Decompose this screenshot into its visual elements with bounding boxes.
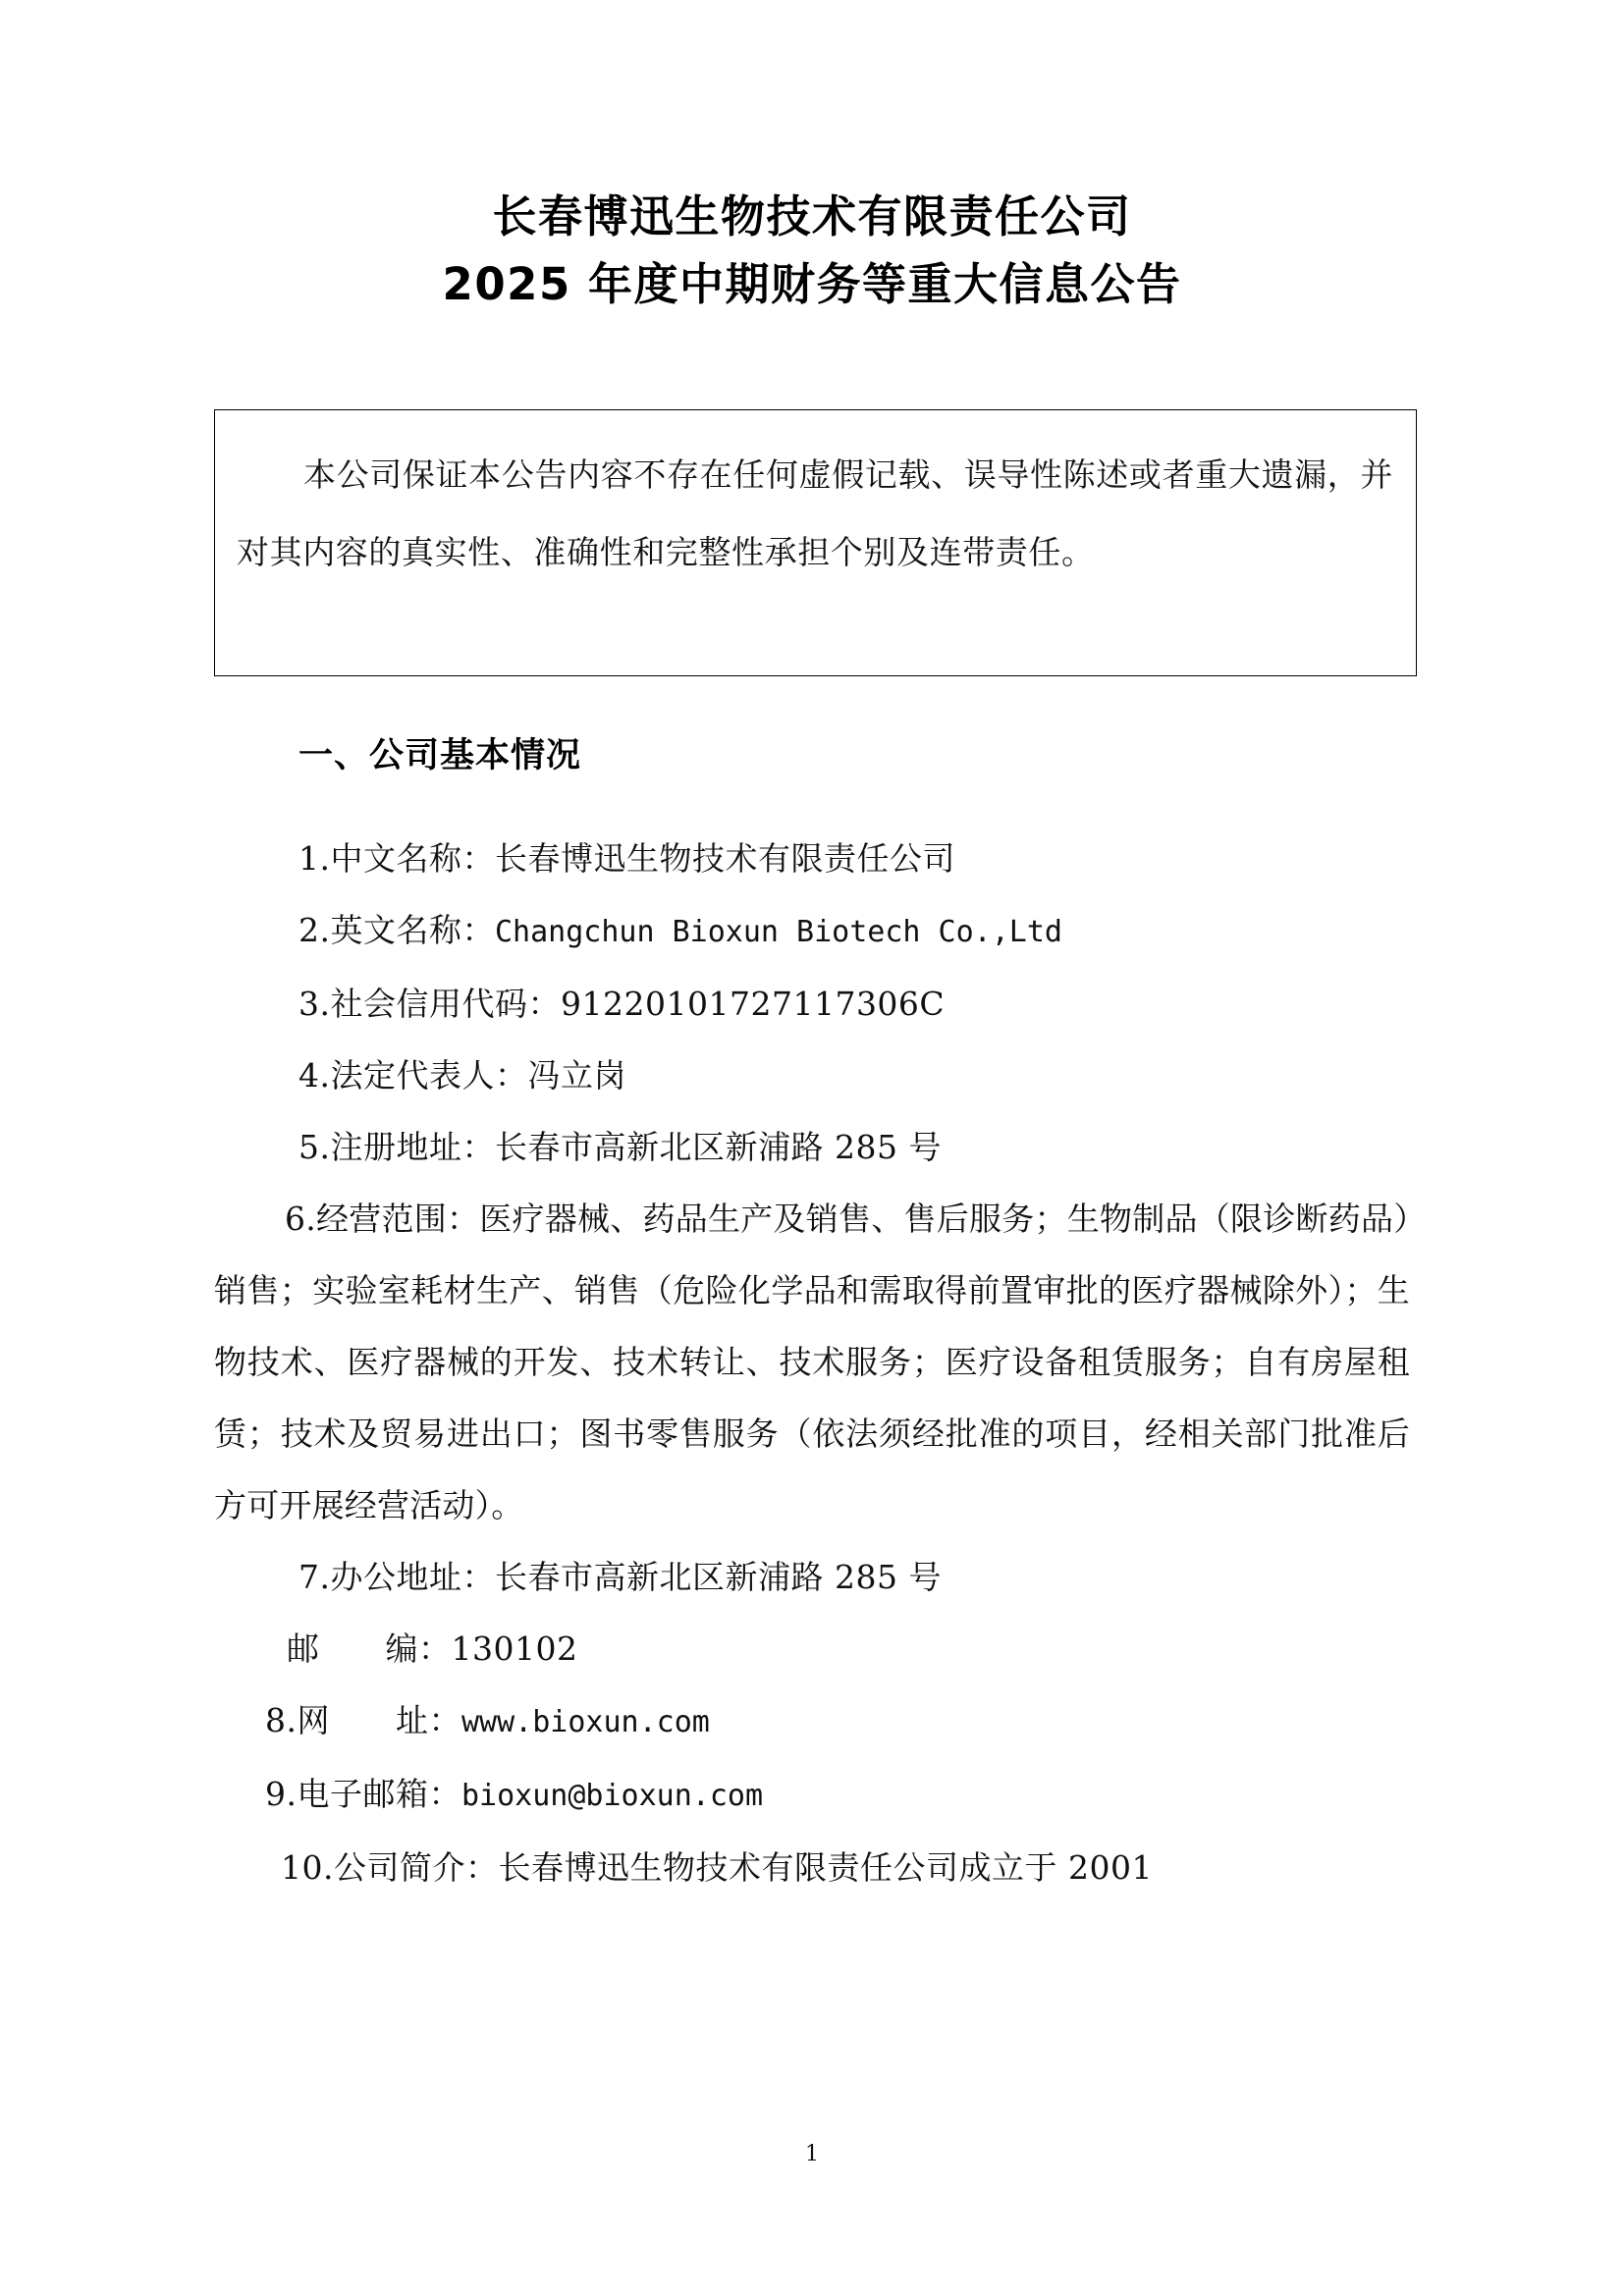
- list-item-chinese-name: [214, 823, 1410, 894]
- section-heading-company-basics: 一、公司基本情况: [298, 736, 582, 775]
- item-number: 7.: [298, 1558, 331, 1596]
- title-line-subject: 2025 年度中期财务等重大信息公告: [442, 258, 1182, 310]
- item-number: 9.: [265, 1775, 298, 1813]
- item-value: 冯立岗: [527, 1056, 626, 1095]
- list-item-email: [214, 1758, 1410, 1832]
- item-number: 5.: [298, 1128, 331, 1166]
- list-item-english-name: [214, 894, 1410, 968]
- item-number: 2.: [298, 911, 331, 949]
- item-label: 电子邮箱：: [297, 1775, 461, 1813]
- disclaimer-box: [214, 409, 1417, 676]
- page-title: [0, 183, 1624, 318]
- item-label: 法定代表人：: [330, 1056, 528, 1095]
- disclaimer-text: 本公司保证本公告内容不存在任何虚假记载、误导性陈述或者重大遗漏，并对其内容的真实性、准确性和完整性承担个别及连带责任。: [237, 455, 1393, 571]
- item-value: 长春博迅生物技术有限责任公司: [495, 839, 955, 878]
- item-number: 4.: [298, 1056, 331, 1095]
- body-content: [214, 823, 1410, 1903]
- item-label: 网 址：: [297, 1701, 461, 1739]
- list-item-credit-code: [214, 968, 1410, 1040]
- item-value: bioxun@bioxun.com: [461, 1779, 764, 1813]
- item-label: 公司简介：: [333, 1848, 499, 1887]
- list-item-registered-address: [214, 1111, 1410, 1183]
- item-label: 英文名称：: [330, 911, 495, 949]
- page-number: 1: [805, 2142, 819, 2166]
- item-value: www.bioxun.com: [461, 1705, 710, 1739]
- item-value: 长春博迅生物技术有限责任公司成立于 2001: [498, 1848, 1153, 1887]
- paragraph-business-scope: 6.经营范围：医疗器械、药品生产及销售、售后服务；生物制品（限诊断药品）销售；实验室耗材生产、销售（危险化学品和需取得前置审批的医疗器械除外）；生物技术、医疗器械的开发、技术转让、技术服务；医疗设备租赁服务；自有房屋租赁；技术及贸易进出口；图书零售服务（依法须经批准的项目，经相关部门批准后方可开展经营活动）。: [214, 1200, 1410, 1524]
- title-line-company: 长春博迅生物技术有限责任公司: [492, 190, 1132, 242]
- item-number: 10.: [281, 1848, 334, 1887]
- list-item-company-profile: [214, 1832, 1410, 1903]
- item-value: 130102: [451, 1629, 578, 1668]
- item-value: Changchun Bioxun Biotech Co.,Ltd: [495, 915, 1062, 949]
- item-label: 办公地址：: [330, 1558, 495, 1596]
- item-label: 中文名称：: [330, 839, 495, 878]
- item-number: 1.: [298, 839, 331, 878]
- list-item-legal-representative: [214, 1040, 1410, 1111]
- item-value: 91220101727117306C: [561, 985, 946, 1023]
- item-label: 注册地址：: [330, 1128, 495, 1166]
- list-item-office-address: [214, 1541, 1410, 1613]
- list-item-postal-code: [214, 1613, 1410, 1684]
- list-item-website: [214, 1684, 1410, 1758]
- item-number: 8.: [265, 1701, 298, 1739]
- item-label: 社会信用代码：: [330, 985, 561, 1023]
- item-number: 3.: [298, 985, 331, 1023]
- item-label: 邮 编：: [287, 1629, 452, 1668]
- item-value: 长春市高新北区新浦路 285 号: [495, 1128, 942, 1166]
- item-value: 长春市高新北区新浦路 285 号: [495, 1558, 942, 1596]
